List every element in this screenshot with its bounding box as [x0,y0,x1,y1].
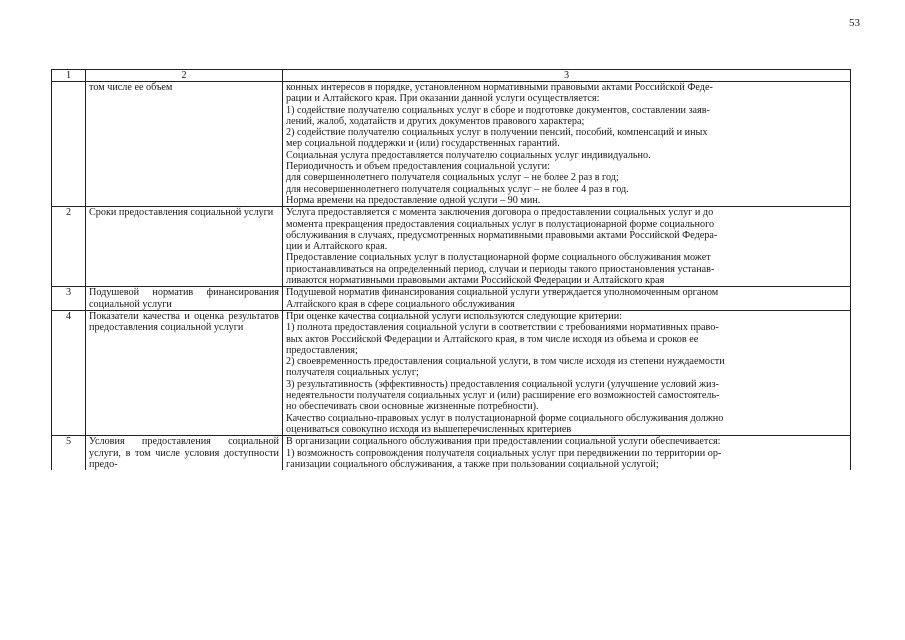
row-name: Подушевой норматив финансирования социальной услуги [86,287,283,311]
description-line: Подушевой норматив финансирования социальной услуги утверждается уполномоченным органом [286,287,719,299]
row-name: Условия предоставления социальной услуги, в том числе условия доступности предо- [86,436,283,470]
description-line: ливаются нормативными правовыми актами Российской Федерации и Алтайского края [286,275,665,287]
table-row [52,436,851,470]
table-header-row [52,70,851,82]
description-line: Норма времени на предоставление одной услуги – 90 мин. [286,194,541,206]
description-line: лений, жалоб, ходатайств и других документов правового характера; [286,115,585,127]
description-line: Периодичность и объем предоставления социальной услуги: [286,161,550,173]
description-line: В организации социального обслуживания при предоставлении социальной услуги обеспечивается: [286,436,721,448]
page-number: 53 [849,17,860,29]
row-number [52,82,86,207]
description-line: 1) полнота предоставления социальной услуги в соответствии с требованиями нормативных право- [286,322,719,334]
description-line: 1) возможность сопровождения получателя социальных услуг при передвижении по территории ор- [286,447,722,459]
row-description [283,436,851,470]
description-line: Предоставление социальных услуг в полустационарной форме социального обслуживания может [286,252,711,264]
table-row [52,207,851,287]
description-line: вых актов Российской Федерации и Алтайского края, в том числе исходя из объема и сроков ее [286,333,699,345]
row-name: том числе ее объем [86,82,283,207]
description-line: предоставления; [286,344,358,356]
description-line: получателя социальных услуг; [286,367,419,379]
description-line: Алтайского края в сфере социального обслуживания [286,298,515,310]
description-line: оцениваться совокупно исходя из вышеперечисленных критериев [286,423,572,435]
services-table [51,69,851,470]
row-description [283,287,851,311]
row-name: Сроки предоставления социальной услуги [86,207,283,287]
column-number-3: 3 [283,70,851,82]
description-line: момента прекращения предоставления социальных услуг в полустационарной форме социального [286,218,715,230]
description-line: 2) своевременность предоставления социальной услуги, в том числе исходя из степени нуждаемости [286,356,725,368]
description-line: 3) результативность (эффективность) предоставления социальной услуги (улучшение условий жиз- [286,378,719,390]
description-line: Социальная услуга предоставляется получателю социальных услуг индивидуально. [286,149,651,161]
description-line: рации и Алтайского края. При оказании данной услуги осуществляется: [286,93,600,105]
table-row [52,310,851,435]
description-line: Качество социально-правовых услуг в полустационарной форме социального обслуживания должно [286,412,724,424]
column-number-1: 1 [52,70,86,82]
column-number-2: 2 [86,70,283,82]
row-description [283,82,851,207]
row-name: Показатели качества и оценка результатов предоставления социальной услуги [86,310,283,435]
row-number: 5 [52,436,86,470]
description-line: конных интересов в порядке, установленном нормативными правовыми актами Российской Феде- [286,82,713,93]
row-number: 3 [52,287,86,311]
row-description [283,310,851,435]
row-number: 4 [52,310,86,435]
description-line: Услуга предоставляется с момента заключения договора о предоставлении социальных услуг и до [286,207,714,219]
description-line: При оценке качества социальной услуги используются следующие критерии: [286,310,623,322]
description-line: 2) содействие получателю социальных услуг в получении пенсий, пособий, компенсаций и иных [286,127,708,139]
description-line: недеятельности получателя социальных услуг и (или) расширение его возможностей самостоятель- [286,390,720,402]
description-line: мер социальной поддержки и (или) государственных гарантий. [286,138,560,150]
description-line: ганизации социального обслуживания, а также при пользовании социальной услугой; [286,458,659,470]
description-line: приостанавливаться на определенный период, случаи и периоды такого приостановления устанав- [286,263,715,275]
description-line: для совершеннолетнего получателя социальных услуг – не более 2 раз в год; [286,172,619,184]
description-line: обслуживания в случаях, предусмотренных нормативными правовыми актами Российской Федера- [286,229,718,241]
table-row [52,82,851,207]
row-number: 2 [52,207,86,287]
description-line: ции и Алтайского края. [286,241,388,253]
description-line: 1) содействие получателю социальных услуг в сборе и подготовке документов, составлении заяв- [286,104,710,116]
row-description [283,207,851,287]
description-line: для несовершеннолетнего получателя социальных услуг – не более 4 раз в год. [286,183,629,195]
table-row [52,287,851,311]
description-line: но обеспечивать свои основные жизненные потребности). [286,401,539,413]
